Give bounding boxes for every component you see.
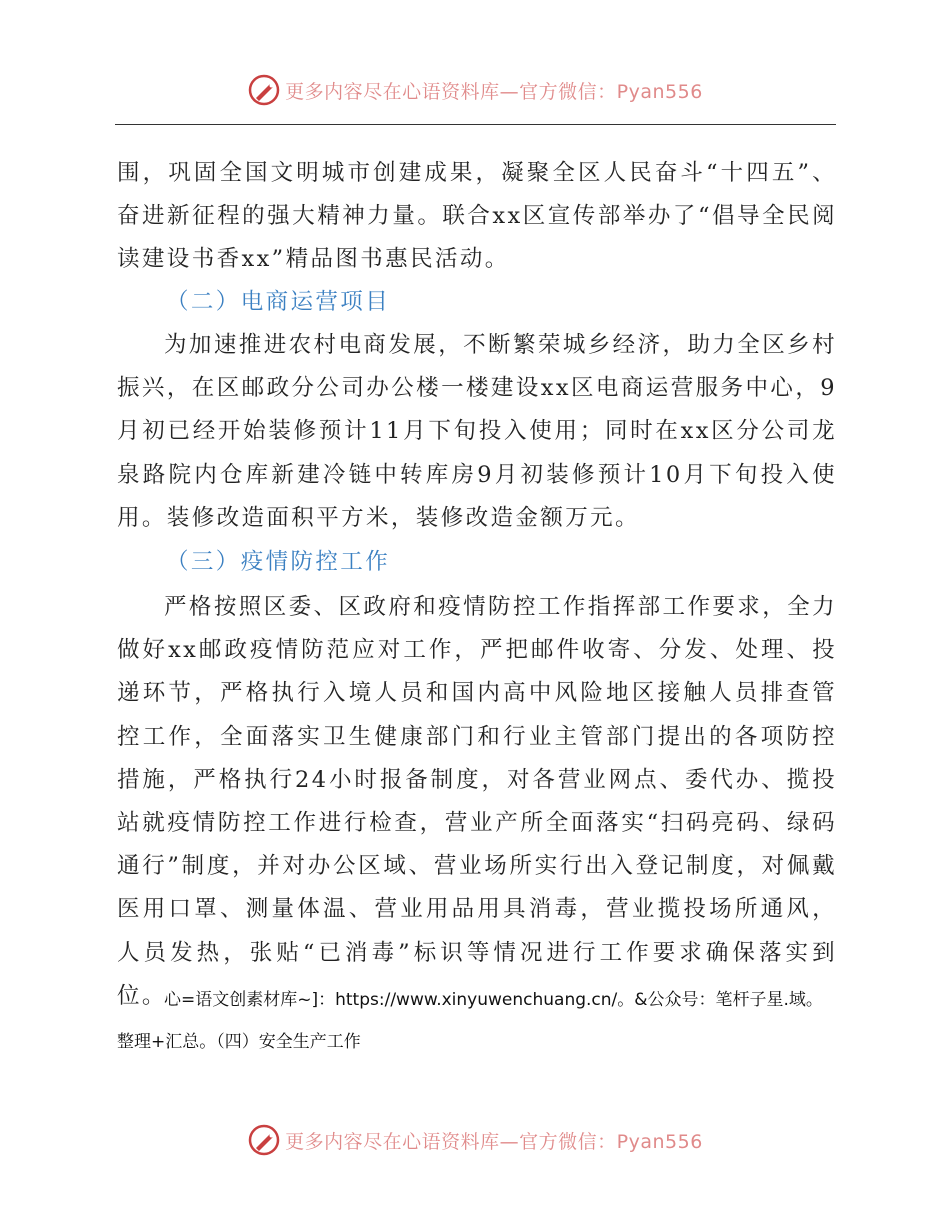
header-divider — [115, 124, 836, 125]
section-heading-3: （三）疫情防控工作 — [166, 549, 391, 575]
footer-banner-text: 更多内容尽在心语资料库—官方微信：Pyan556 — [285, 1130, 703, 1153]
source-note: 心=语文创素材库~]：https://www.xinyuwenchuang.cn/。&公众号：笔杆子星.域。整理+汇总。（四）安全生产工作 — [117, 990, 823, 1052]
footer-banner — [0, 1120, 950, 1160]
paragraph-3: 严格按照区委、区政府和疫情防控工作指挥部工作要求，全力做好xx邮政疫情防范应对工作，严把邮件收寄、分发、处理、投递环节，严格执行入境人员和国内高中风险地区接触人员排查管控工作，全面落实卫生健康部门和行业主管部门提出的各项防控措施，严格执行24小时报备制度，对各营业网点、委代办、揽投站就疫情防控工作进行检查，营业产所全面落实“扫码亮码、绿码通行”制度，并对办公区域、营业场所实行出入登记制度，对佩戴医用口罩、测量体温、营业用品用具消毒，营业揽投场所通风，人员发热，张贴“已消毒”标识等情况进行工作要求确保落实到位。 — [117, 594, 837, 1009]
header-banner — [0, 70, 950, 110]
pen-logo-icon — [247, 73, 281, 107]
header-banner-text: 更多内容尽在心语资料库—官方微信：Pyan556 — [285, 80, 703, 103]
pen-logo-icon — [247, 1123, 281, 1157]
paragraph-2: 为加速推进农村电商发展，不断繁荣城乡经济，助力全区乡村振兴，在区邮政分公司办公楼一楼建设xx区电商运营服务中心，9月初已经开始装修预计11月下旬投入使用；同时在xx区分公司龙泉路院内仓库新建冷链中转库房9月初装修预计10月下旬投入使用。装修改造面积平方米，装修改造金额万元。 — [117, 332, 837, 531]
paragraph-1: 围，巩固全国文明城市创建成果，凝聚全区人民奋斗“十四五”、奋进新征程的强大精神力量。联合xx区宣传部举办了“倡导全民阅读建设书香xx”精品图书惠民活动。 — [117, 160, 837, 273]
section-heading-2: （二）电商运营项目 — [166, 289, 391, 315]
